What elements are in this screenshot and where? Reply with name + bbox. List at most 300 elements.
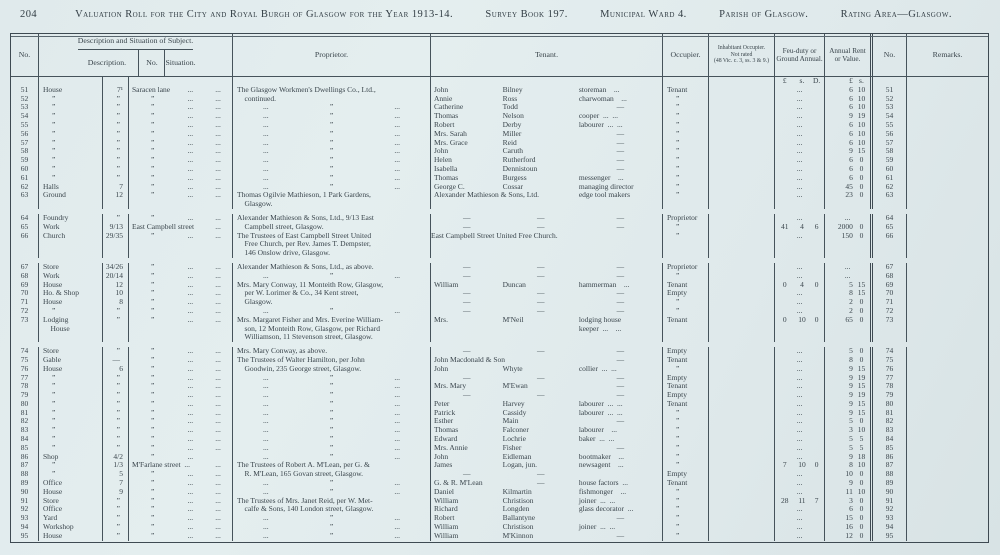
cell: ”	[103, 95, 129, 104]
cell	[907, 347, 988, 356]
cell: Thomas Nelson cooper ... ...	[431, 112, 663, 121]
cell: Shop	[39, 453, 103, 462]
cell	[907, 444, 988, 453]
cell: ...	[775, 165, 825, 174]
table-row	[11, 174, 988, 183]
cell	[709, 426, 775, 435]
cell: 92	[11, 505, 39, 514]
table-row	[11, 156, 988, 165]
table-row	[11, 391, 988, 400]
cell: Church	[39, 232, 103, 241]
cell	[907, 523, 988, 532]
cell	[709, 139, 775, 148]
cell	[907, 470, 988, 479]
cell: ” ... ...	[129, 191, 233, 200]
cell: 146 Onslow drive, Glasgow.	[233, 249, 431, 258]
cell: ...	[825, 214, 873, 223]
cell: 9 15	[825, 382, 873, 391]
cell: Ho. & Shop	[39, 289, 103, 298]
cell: Robert Derby labourer ... ...	[431, 121, 663, 130]
cell	[709, 298, 775, 307]
cell	[907, 174, 988, 183]
cell: ...	[775, 147, 825, 156]
cell: ” ... ...	[129, 409, 233, 418]
cell: ”	[663, 435, 709, 444]
cell: ” ... ...	[129, 139, 233, 148]
header-no: No.	[11, 34, 39, 76]
cell: 9/13	[103, 223, 129, 232]
cell	[709, 249, 775, 258]
cell: ”	[103, 409, 129, 418]
cell: ”	[663, 497, 709, 506]
cell: 67	[873, 263, 907, 272]
cell: ...	[775, 470, 825, 479]
cell: — — —	[431, 289, 663, 298]
cell: Edward Lochrie baker ... ...	[431, 435, 663, 444]
cell	[907, 307, 988, 316]
cell: William M'Kinnon —	[431, 532, 663, 541]
table-row	[11, 470, 988, 479]
cell: ”	[39, 391, 103, 400]
cell	[907, 453, 988, 462]
cell: ... ” ...	[233, 488, 431, 497]
parish: Parish of Glasgow.	[719, 9, 809, 20]
cell: ” ... ...	[129, 391, 233, 400]
cell: ...	[775, 523, 825, 532]
cell: Thomas Ogilvie Mathieson, 1 Park Gardens,	[233, 191, 431, 200]
cell: ” ... ...	[129, 298, 233, 307]
cell: 7	[103, 183, 129, 192]
cell: 6 0	[825, 156, 873, 165]
cell	[873, 333, 907, 342]
cell	[907, 130, 988, 139]
cell	[907, 103, 988, 112]
table-row	[11, 497, 988, 506]
cell	[11, 200, 39, 209]
cell: ”	[663, 298, 709, 307]
cell: 66	[11, 232, 39, 241]
cell: 71	[11, 298, 39, 307]
cell	[709, 325, 775, 334]
cell: ... ” ...	[233, 103, 431, 112]
cell: Williamson, 11 Stevenson street, Glasgow.	[233, 333, 431, 342]
cell: Saracen lane ... ...	[129, 86, 233, 95]
cell: ...	[775, 272, 825, 281]
cell	[907, 112, 988, 121]
cell	[907, 272, 988, 281]
cell	[907, 232, 988, 241]
cell: ...	[825, 263, 873, 272]
cell	[907, 532, 988, 541]
cell: — — —	[431, 223, 663, 232]
cell	[709, 316, 775, 325]
cell	[103, 325, 129, 334]
cell: 57	[873, 139, 907, 148]
cell: The Trustees of East Campbell Street United	[233, 232, 431, 241]
cell: Tenant	[663, 479, 709, 488]
cell: ”	[663, 307, 709, 316]
table-row	[11, 514, 988, 523]
cell	[709, 333, 775, 342]
cell: 83	[11, 426, 39, 435]
cell: Ground	[39, 191, 103, 200]
table-row	[11, 426, 988, 435]
cell: ”	[103, 214, 129, 223]
cell: ... ” ...	[233, 139, 431, 148]
cell: ” ... ...	[129, 263, 233, 272]
cell: ”	[663, 453, 709, 462]
cell	[709, 417, 775, 426]
cell: ”	[663, 272, 709, 281]
cell: Foundry	[39, 214, 103, 223]
cell: Empty	[663, 289, 709, 298]
cell: ...	[775, 391, 825, 400]
cell: 0 4 0	[775, 281, 825, 290]
cell: 55	[11, 121, 39, 130]
cell: ” ... ...	[129, 470, 233, 479]
cell: 93	[11, 514, 39, 523]
cell: ”	[39, 461, 103, 470]
table-row	[11, 382, 988, 391]
cell: 9 15	[825, 409, 873, 418]
cell: 5 0	[825, 347, 873, 356]
cell: ”	[663, 232, 709, 241]
cell: ”	[103, 139, 129, 148]
cell	[431, 77, 663, 86]
cell: ...	[775, 444, 825, 453]
cell	[825, 240, 873, 249]
cell	[709, 103, 775, 112]
cell: 70	[11, 289, 39, 298]
cell: 93	[873, 514, 907, 523]
cell: 65 0	[825, 316, 873, 325]
cell: Tenant	[663, 356, 709, 365]
cell	[907, 121, 988, 130]
cell	[825, 333, 873, 342]
cell: Work	[39, 272, 103, 281]
cell: 2 0	[825, 298, 873, 307]
cell: ...	[775, 374, 825, 383]
cell	[103, 249, 129, 258]
cell	[873, 325, 907, 334]
cell	[907, 263, 988, 272]
cell: ”	[103, 523, 129, 532]
cell	[709, 214, 775, 223]
cell	[709, 200, 775, 209]
cell: ”	[103, 435, 129, 444]
header-occupier: Occupier.	[663, 34, 709, 76]
cell	[663, 325, 709, 334]
cell	[775, 325, 825, 334]
cell: 92	[873, 505, 907, 514]
cell: Glasgow.	[233, 200, 431, 209]
cell	[907, 298, 988, 307]
table-row	[11, 147, 988, 156]
cell: ...	[775, 356, 825, 365]
cell: 6 10	[825, 121, 873, 130]
cell: Goodwin, 235 George street, Glasgow.	[233, 365, 431, 374]
cell: — —	[431, 470, 663, 479]
cell: 8 10	[825, 461, 873, 470]
cell	[709, 347, 775, 356]
table-row	[11, 139, 988, 148]
cell: 6 10	[825, 130, 873, 139]
cell: 69	[11, 281, 39, 290]
cell	[775, 200, 825, 209]
table-row	[11, 263, 988, 272]
cell	[663, 333, 709, 342]
cell: 2000 0	[825, 223, 873, 232]
cell	[907, 333, 988, 342]
cell	[709, 523, 775, 532]
table-row	[11, 333, 988, 342]
cell: The Glasgow Workmen's Dwellings Co., Ltd.,	[233, 86, 431, 95]
cell: 76	[873, 365, 907, 374]
cell	[907, 249, 988, 258]
cell: — — —	[431, 298, 663, 307]
table-row	[11, 165, 988, 174]
table-row	[11, 112, 988, 121]
cell: ...	[775, 191, 825, 200]
cell	[907, 479, 988, 488]
cell	[129, 325, 233, 334]
cell: ” ... ...	[129, 272, 233, 281]
cell	[907, 77, 988, 86]
cell: ... ” ...	[233, 156, 431, 165]
cell: ”	[103, 147, 129, 156]
cell: William Duncan hammerman ...	[431, 281, 663, 290]
cell: 12 0	[825, 532, 873, 541]
cell	[873, 200, 907, 209]
cell: ”	[663, 183, 709, 192]
cell	[709, 223, 775, 232]
cell	[709, 174, 775, 183]
cell	[709, 444, 775, 453]
cell	[907, 289, 988, 298]
cell: Store	[39, 497, 103, 506]
cell: Tenant	[663, 316, 709, 325]
cell: ...	[775, 382, 825, 391]
cell: ”	[103, 532, 129, 541]
cell: Thomas Burgess messenger ...	[431, 174, 663, 183]
cell: 16 0	[825, 523, 873, 532]
cell: 9 19	[825, 374, 873, 383]
cell: ”	[663, 514, 709, 523]
valuation-roll-table	[10, 33, 989, 543]
cell: ”	[103, 112, 129, 121]
cell: 3 0	[825, 497, 873, 506]
cell: 77	[11, 374, 39, 383]
cell	[103, 333, 129, 342]
cell: 89	[873, 479, 907, 488]
cell	[709, 497, 775, 506]
cell	[709, 514, 775, 523]
cell: Empty	[663, 374, 709, 383]
cell	[39, 200, 103, 209]
table-row	[11, 298, 988, 307]
cell: 94	[873, 523, 907, 532]
cell: ” ... ...	[129, 488, 233, 497]
cell: ...	[775, 174, 825, 183]
cell: 58	[873, 147, 907, 156]
cell	[907, 95, 988, 104]
cell: Peter Harvey labourer ... ...	[431, 400, 663, 409]
cell: ”	[663, 532, 709, 541]
cell: Free Church, per Rev. James T. Dempster,	[233, 240, 431, 249]
cell: 88	[11, 470, 39, 479]
cell: continued.	[233, 95, 431, 104]
cell: ... ” ...	[233, 112, 431, 121]
cell: 55	[873, 121, 907, 130]
table-row	[11, 249, 988, 258]
cell: ... ” ...	[233, 523, 431, 532]
cell: 9 15	[825, 147, 873, 156]
cell: ”	[663, 523, 709, 532]
cell: 9 15	[825, 365, 873, 374]
table-row	[11, 400, 988, 409]
cell	[709, 307, 775, 316]
cell: ...	[775, 121, 825, 130]
cell: 5	[103, 470, 129, 479]
cell: ” ... ...	[129, 121, 233, 130]
cell: 88	[873, 470, 907, 479]
cell: 6 10	[825, 103, 873, 112]
cell	[103, 77, 129, 86]
cell: 5 15	[825, 281, 873, 290]
cell: ”	[39, 103, 103, 112]
cell	[775, 240, 825, 249]
cell: 54	[11, 112, 39, 121]
cell: 54	[873, 112, 907, 121]
cell: 56	[11, 130, 39, 139]
cell: 7	[103, 479, 129, 488]
cell: 75	[11, 356, 39, 365]
cell: ” ... ...	[129, 232, 233, 241]
cell: Gable	[39, 356, 103, 365]
cell: ”	[103, 514, 129, 523]
cell: William Christison joiner ... ...	[431, 523, 663, 532]
cell	[907, 426, 988, 435]
cell: 90	[873, 488, 907, 497]
cell: Annie Ross charwoman ...	[431, 95, 663, 104]
cell	[907, 365, 988, 374]
cell: ” ... ...	[129, 347, 233, 356]
cell	[709, 183, 775, 192]
cell: ... ” ...	[233, 147, 431, 156]
cell: 70	[873, 289, 907, 298]
cell: 69	[873, 281, 907, 290]
table-row	[11, 444, 988, 453]
cell: 10 0	[825, 470, 873, 479]
cell: John Whyte collier ... ...	[431, 365, 663, 374]
cell: 52	[11, 95, 39, 104]
cell: ”	[663, 139, 709, 148]
cell: Tenant	[663, 400, 709, 409]
cell: ... ” ...	[233, 514, 431, 523]
cell: 79	[873, 391, 907, 400]
cell: ”	[663, 409, 709, 418]
cell: — — —	[431, 374, 663, 383]
cell: Mrs. Annie Fisher —	[431, 444, 663, 453]
cell: Yard	[39, 514, 103, 523]
cell: 5 0	[825, 417, 873, 426]
cell: 52	[873, 95, 907, 104]
cell: ”	[663, 130, 709, 139]
cell: 61	[11, 174, 39, 183]
cell: ”	[663, 174, 709, 183]
cell: 29/35	[103, 232, 129, 241]
cell: 78	[873, 382, 907, 391]
cell: Proprietor	[663, 263, 709, 272]
cell: 5 5	[825, 444, 873, 453]
table-row	[11, 95, 988, 104]
cell: ”	[39, 130, 103, 139]
cell: Robert Ballantyne —	[431, 514, 663, 523]
cell: 89	[11, 479, 39, 488]
cell: ... ” ...	[233, 307, 431, 316]
cell	[907, 435, 988, 444]
cell: 86	[11, 453, 39, 462]
cell: ”	[39, 121, 103, 130]
cell: — — —	[431, 391, 663, 400]
cell: ”	[39, 435, 103, 444]
cell: ”	[663, 426, 709, 435]
cell	[825, 200, 873, 209]
cell: ...	[775, 426, 825, 435]
cell: Lodging	[39, 316, 103, 325]
cell: Store	[39, 263, 103, 272]
rating-area: Rating Area—Glasgow.	[840, 9, 952, 20]
cell: ” ... ...	[129, 365, 233, 374]
cell: ” ... ...	[129, 435, 233, 444]
cell: ” ... ...	[129, 514, 233, 523]
cell: ...	[775, 95, 825, 104]
cell	[129, 240, 233, 249]
cell: 95	[873, 532, 907, 541]
cell: The Trustees of Walter Hamilton, per John	[233, 356, 431, 365]
cell: ”	[103, 400, 129, 409]
cell	[709, 130, 775, 139]
cell	[709, 400, 775, 409]
cell: ”	[663, 223, 709, 232]
table-row	[11, 121, 988, 130]
cell: ... ” ...	[233, 453, 431, 462]
cell	[709, 112, 775, 121]
cell	[709, 191, 775, 200]
cell: East Campbell Street United Free Church.	[431, 232, 663, 241]
cell: ”	[663, 95, 709, 104]
cell: 9 15	[825, 400, 873, 409]
cell	[907, 183, 988, 192]
cell: Tenant	[663, 86, 709, 95]
cell: ”	[103, 505, 129, 514]
cell: 74	[11, 347, 39, 356]
cell: ” ... ...	[129, 316, 233, 325]
cell: ”	[663, 488, 709, 497]
cell: 78	[11, 382, 39, 391]
cell: ”	[663, 121, 709, 130]
cell: Daniel Kilmartin fishmonger ...	[431, 488, 663, 497]
cell	[825, 249, 873, 258]
cell: ...	[775, 232, 825, 241]
cell: Mrs. Mary M'Ewan —	[431, 382, 663, 391]
cell	[11, 333, 39, 342]
cell: House	[39, 532, 103, 541]
cell: John Macdonald & Son —	[431, 356, 663, 365]
cell	[709, 356, 775, 365]
cell	[709, 147, 775, 156]
cell	[907, 391, 988, 400]
